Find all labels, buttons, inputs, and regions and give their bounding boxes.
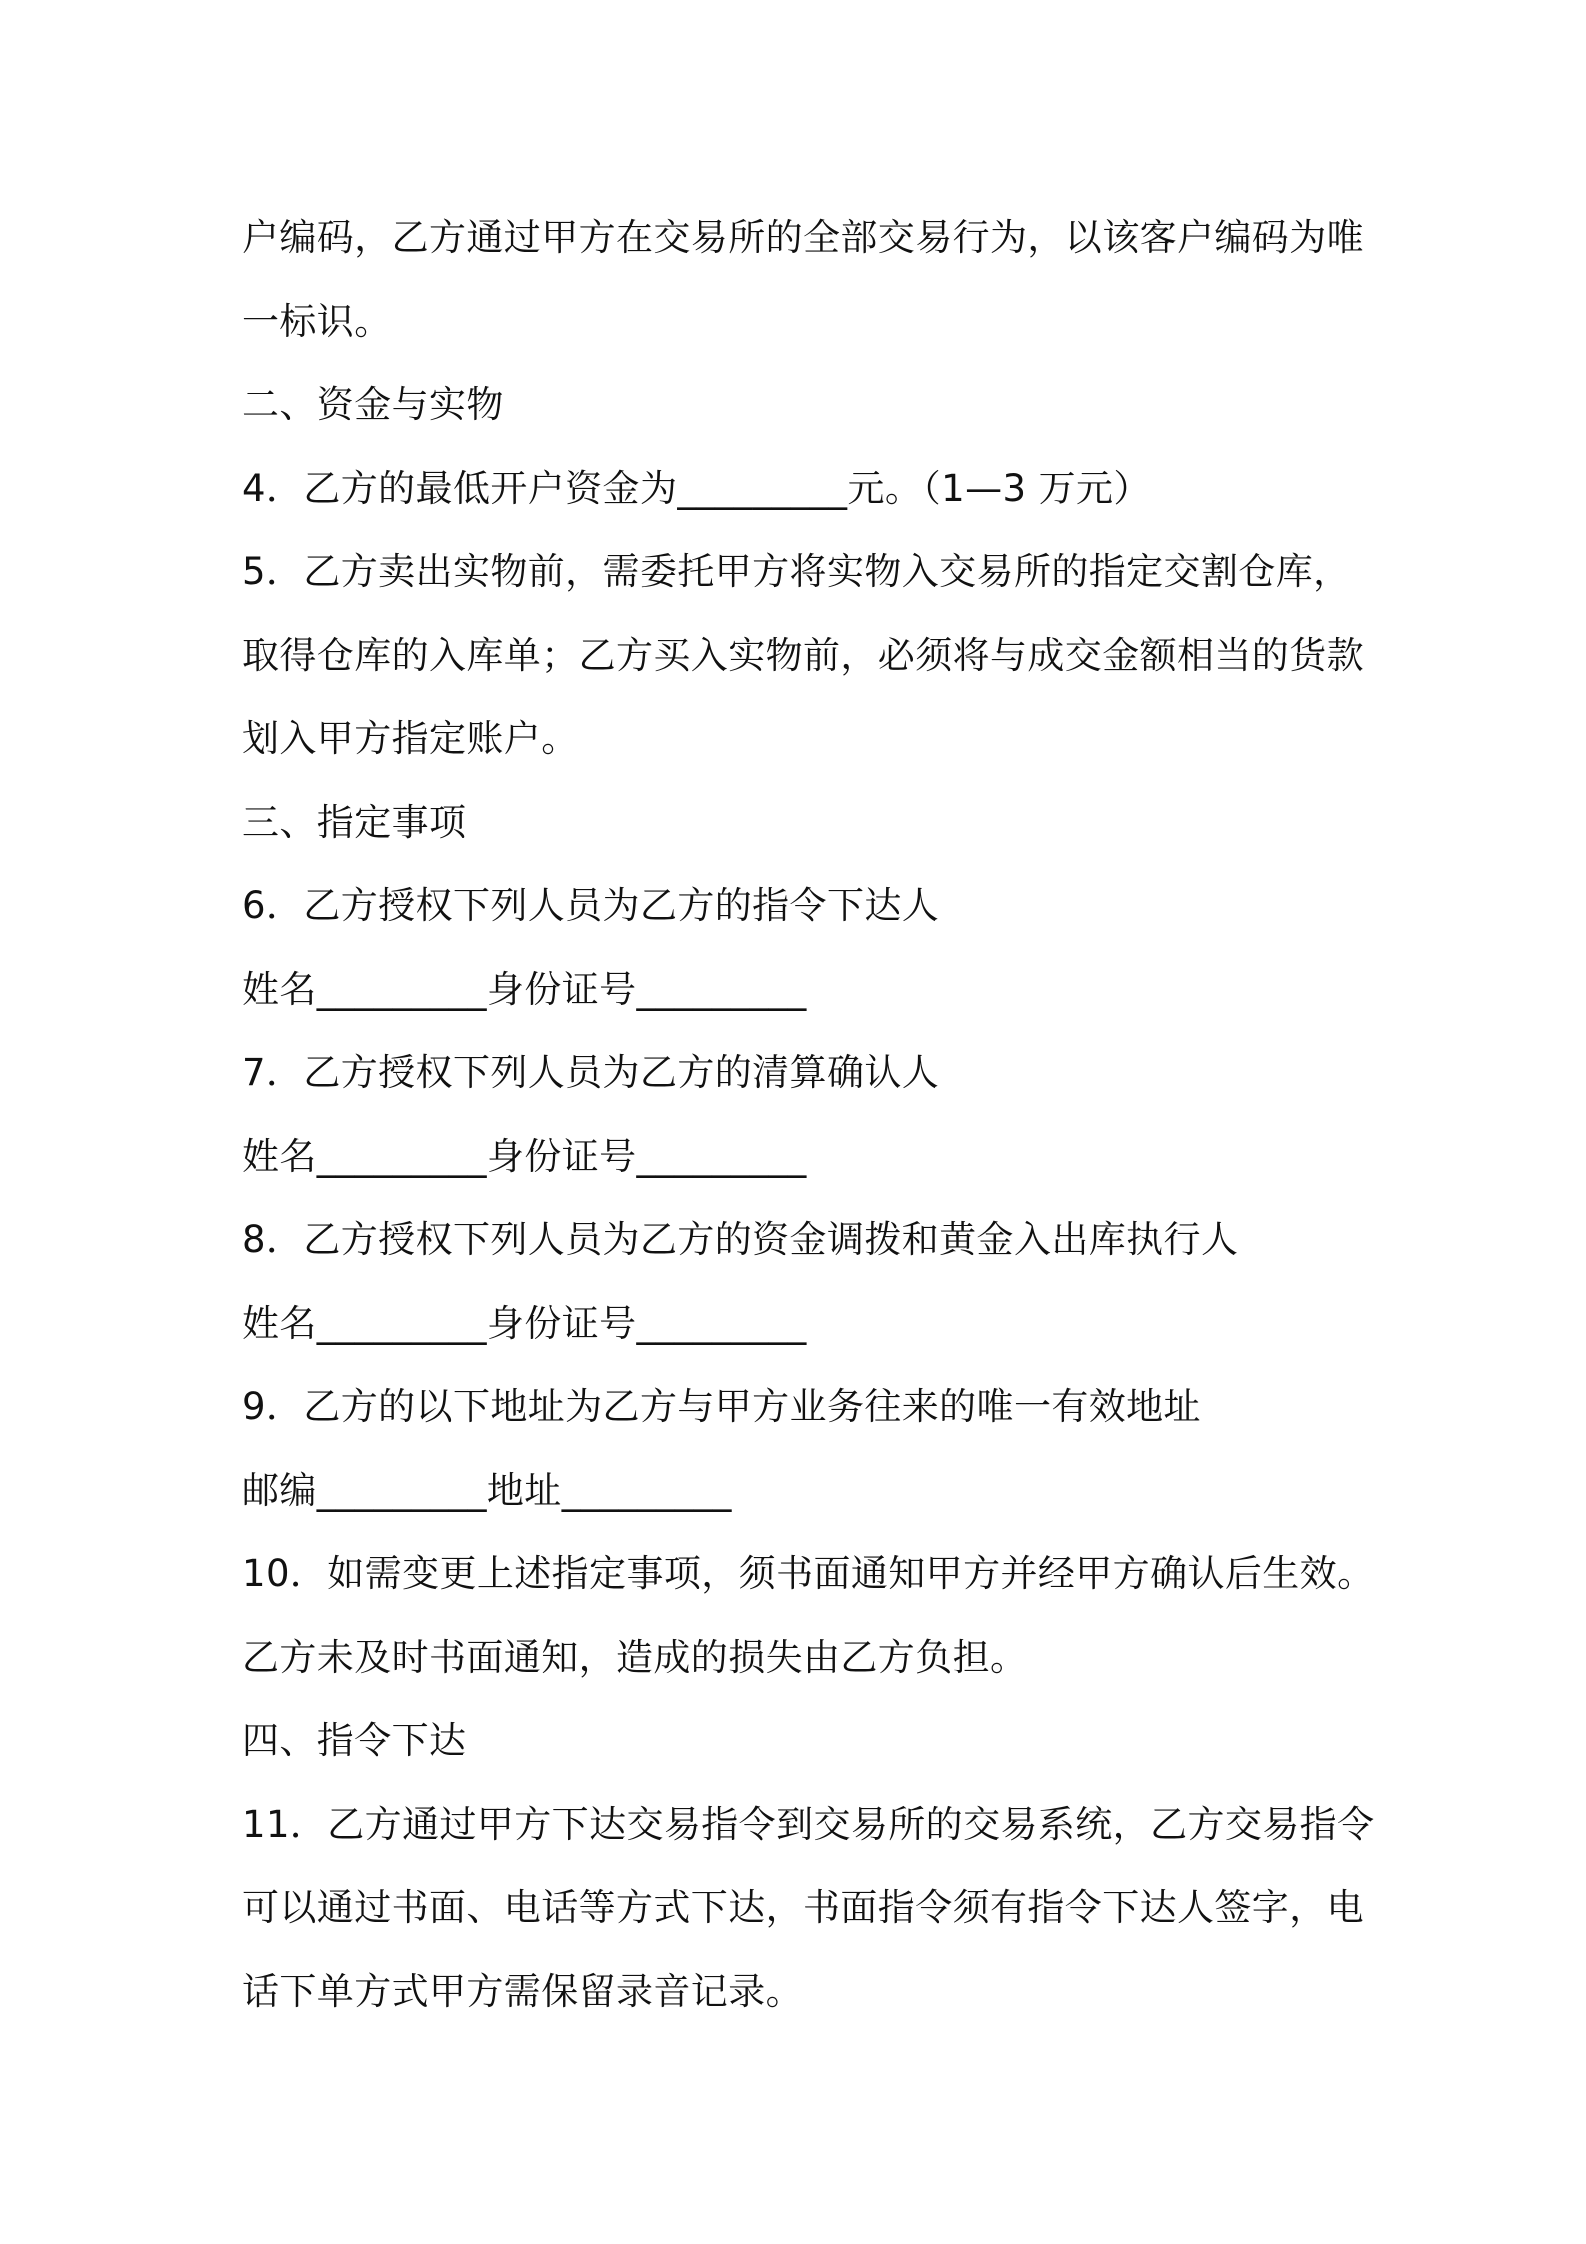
paragraph-line: 乙方未及时书面通知，造成的损失由乙方负担。 xyxy=(242,1635,1028,1679)
paragraph-line: 5．乙方卖出实物前，需委托甲方将实物入交易所的指定交割仓库， xyxy=(242,550,1351,593)
paragraph-line: 7．乙方授权下列人员为乙方的清算确认人 xyxy=(242,1051,940,1094)
paragraph-line: 划入甲方指定账户。 xyxy=(242,717,579,760)
paragraph-line: 取得仓库的入库单；乙方买入实物前，必须将与成交金额相当的货款 xyxy=(242,633,1364,677)
form-fill-line: 邮编_________地址_________ xyxy=(242,1468,732,1512)
paragraph-line: 9．乙方的以下地址为乙方与甲方业务往来的唯一有效地址 xyxy=(242,1385,1201,1428)
section-heading: 二、资金与实物 xyxy=(242,383,504,426)
paragraph-line: 8．乙方授权下列人员为乙方的资金调拨和黄金入出库执行人 xyxy=(242,1218,1239,1261)
document-body xyxy=(242,196,1375,2033)
form-fill-line: 姓名_________身份证号_________ xyxy=(242,1134,807,1178)
paragraph-line: 户编码，乙方通过甲方在交易所的全部交易行为，以该客户编码为唯 xyxy=(242,216,1364,259)
paragraph-line: 11．乙方通过甲方下达交易指令到交易所的交易系统，乙方交易指令 xyxy=(242,1802,1375,1846)
paragraph-line: 可以通过书面、电话等方式下达，书面指令须有指令下达人签字，电 xyxy=(242,1886,1364,1929)
paragraph-line: 4．乙方的最低开户资金为_________元。（1—3 万元） xyxy=(242,466,1151,510)
paragraph-line: 一标识。 xyxy=(242,299,392,343)
paragraph-line: 6．乙方授权下列人员为乙方的指令下达人 xyxy=(242,884,940,927)
paragraph-line: 话下单方式甲方需保留录音记录。 xyxy=(242,1969,803,2013)
form-fill-line: 姓名_________身份证号_________ xyxy=(242,967,807,1011)
paragraph-line: 10．如需变更上述指定事项，须书面通知甲方并经甲方确认后生效。 xyxy=(242,1552,1375,1595)
section-heading: 三、指定事项 xyxy=(242,800,467,844)
section-heading: 四、指令下达 xyxy=(242,1719,467,1762)
form-fill-line: 姓名_________身份证号_________ xyxy=(242,1301,807,1345)
